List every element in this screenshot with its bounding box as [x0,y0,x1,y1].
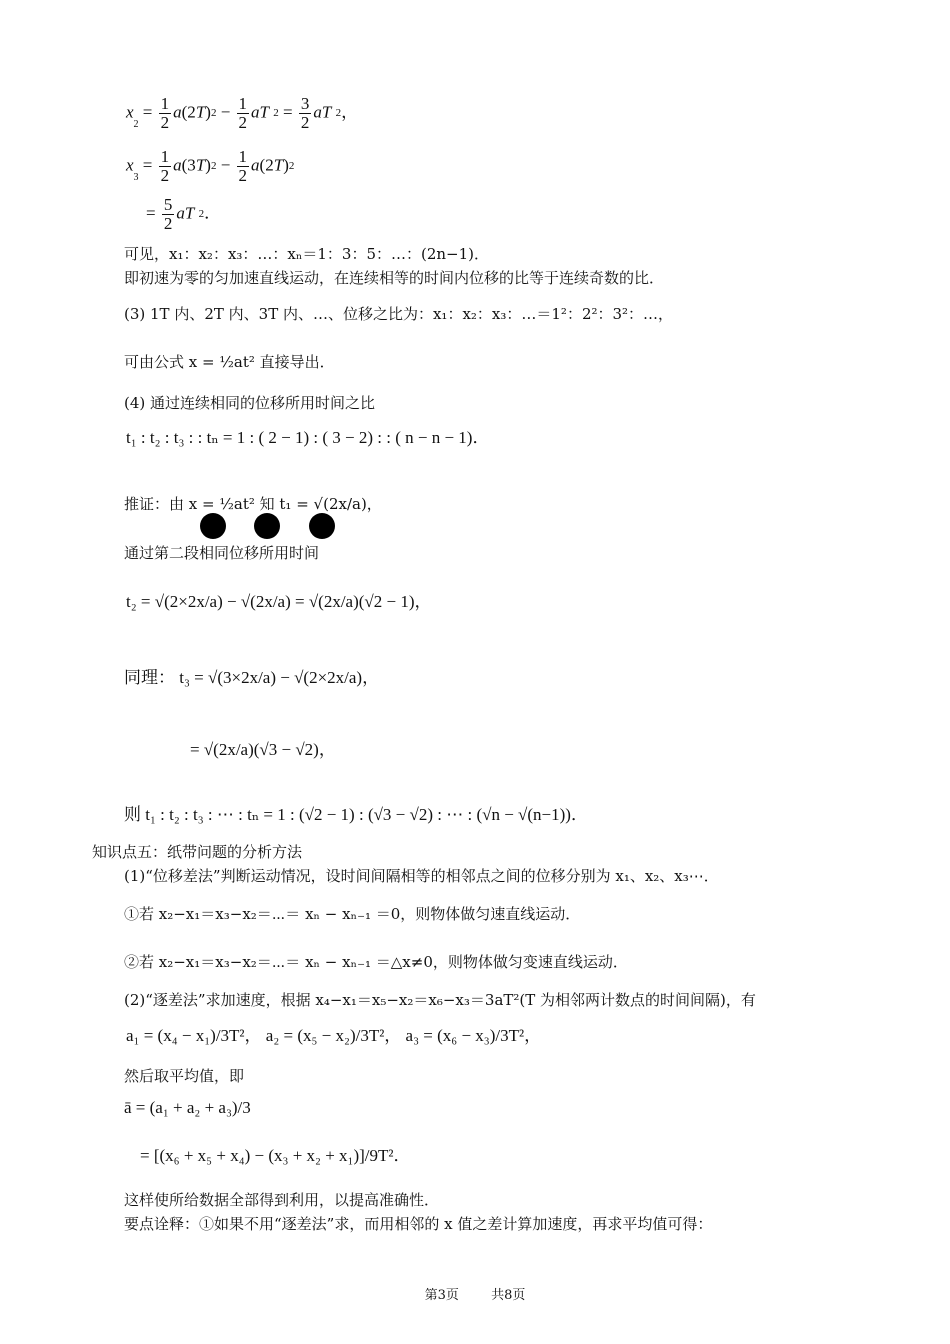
redaction-dot-3 [309,513,335,539]
item3-formula-line: 可由公式 x = ½at² 直接导出． [124,353,335,371]
t2-equation: t₂ = √(2×2x/a) − √(2x/a) = √(2x/a)(√2 − 1)， [126,592,432,611]
ratio-x-line: 可见，x₁：x₂：x₃：…：xₙ＝1：3：5：…：(2n−1)． [124,245,490,263]
t3-result: = √(2x/a)(√3 − √2)， [190,740,336,759]
abar-equation-1: ā = (a₁ + a₂ + a₃)/3 [124,1098,251,1117]
item3-line: (3) 1T 内、2T 内、3T 内、…、位移之比为：x₁：x₂：x₃：…＝1²：2²：3²：…， [124,305,674,323]
accuracy-line: 这样使所给数据全部得到利用，以提高准确性． [124,1191,440,1209]
abar-equation-2: = [(x₆ + x₅ + x₄) − (x₃ + x₂ + x₁)]/9T²． [140,1146,411,1165]
method1-line: (1)“位移差法”判断运动情况，设时间间隔相等的相邻点之间的位移分别为 x₁、x₂、x₃⋯． [124,867,719,885]
redaction-dot-1 [200,513,226,539]
note-line: 要点诠释：①如果不用“逐差法”求，而用相邻的 x 值之差计算加速度，再求平均值可得： [124,1215,713,1233]
page-footer [0,1284,950,1303]
equation-x3: $x_3$ = $\frac{1}{2}$ a(3T)2 − $\frac{1}{2}$ a(2T)2 [126,147,295,185]
proof-line: 推证：由 x = ½at² 知 t₁ = √(2x/a)， [124,495,382,513]
average-line: 然后取平均值，即 [124,1067,245,1085]
time-ratio-line: t₁ : t₂ : t₃ : : tₙ = 1 : ( 2 − 1) : ( 3 − 2) : : ( n − n − 1)． [126,428,490,447]
page-total: 共8页 [491,1288,526,1303]
method2-line: (2)“逐差法”求加速度，根据 x₄−x₁＝x₅−x₂＝x₆−x₃＝3aT²(T 为相邻两计数点的时间间隔)，有 [124,991,756,1009]
section-heading-kp5: 知识点五：纸带问题的分析方法 [92,843,303,861]
method1-case-b: ②若 x₂−x₁＝x₃−x₂＝⋯＝ xₙ − xₙ₋₁ ＝△x≠0，则物体做匀变速直线运动． [124,953,628,971]
conclusion-line: 即初速为零的匀加速直线运动，在连续相等的时间内位移的比等于连续奇数的比． [124,269,665,287]
equation-x2: $x_2$ = $\frac{1}{2}$ a(2T)2 − $\frac{1}{2}$ aT 2 = $\frac{3}{2}$ aT 2， [126,94,359,132]
redaction-dot-2 [254,513,280,539]
a-equations: a₁ = (x₄ − x₁)/3T²， a₂ = (x₅ − x₂)/3T²， a₃ = (x₆ − x₃)/3T²， [126,1026,542,1045]
page-number: 第3页 [424,1288,459,1303]
item4-line: (4) 通过连续相同的位移所用时间之比 [124,394,376,412]
method1-case-a: ①若 x₂−x₁＝x₃−x₂＝⋯＝ xₙ − xₙ₋₁ ＝0，则物体做匀速直线运动． [124,905,581,923]
t3-equation: 同理： t₃ = √(3×2x/a) − √(2×2x/a)， [124,668,380,687]
t-final-ratio: 则 t₁ : t₂ : t₃ : ⋯ : tₙ = 1 : (√2 − 1) : (√3 − √2) : ⋯ : (√n − √(n−1))． [124,805,588,824]
second-segment-line: 通过第二段相同位移所用时间 [124,544,320,562]
equation-x3-result: = $\frac{5}{2}$ aT 2． [146,195,222,233]
